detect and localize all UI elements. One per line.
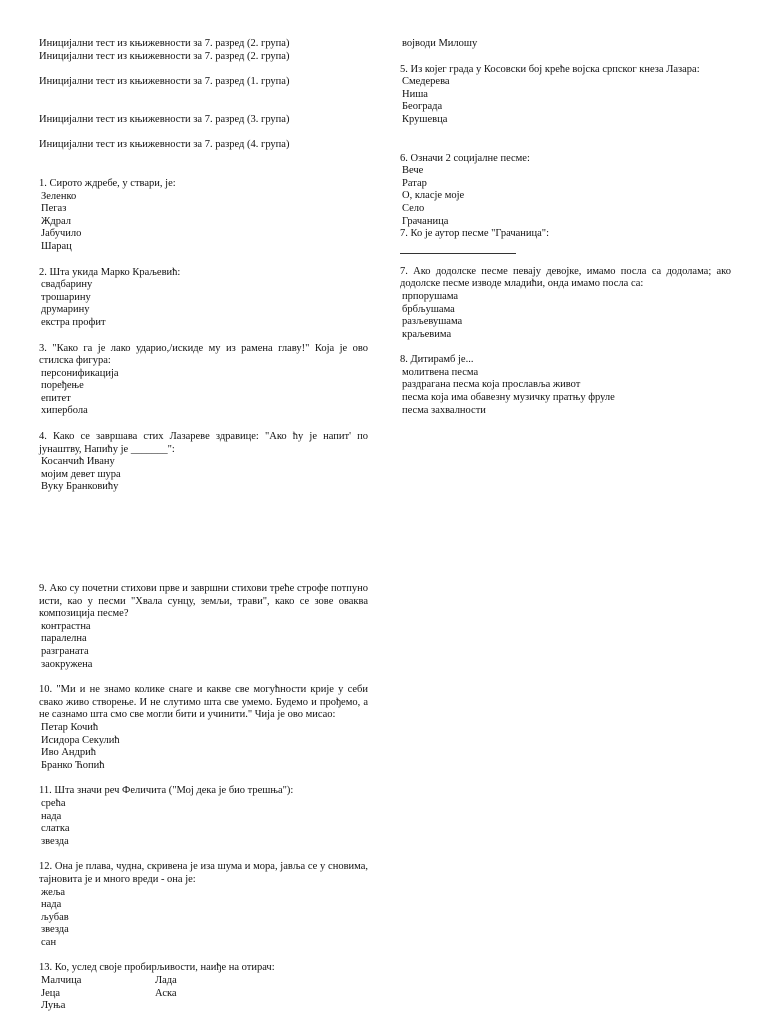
answer-option: звезда	[41, 835, 69, 847]
answer-option: срећа	[41, 797, 66, 809]
test-title: Иницијални тест из књижевности за 7. разред (2. група)	[39, 38, 290, 49]
question-text: 10. "Ми и не знамо колике снаге и какве све могућности крије у себи свако живо створење. И не слутимо шта све умемо. Будемо и прођемо, а не сазнамо шта смо све могли бити и учинити." Чија је ово мисао:	[39, 684, 368, 721]
answer-option: Ратар	[402, 177, 427, 189]
answer-option: Иво Андрић	[41, 747, 97, 759]
answer-option: Зеленко	[41, 190, 77, 202]
answer-option: трошарину	[41, 291, 91, 303]
answer-option: разграната	[41, 646, 89, 657]
question-7-dodole	[400, 266, 731, 342]
answer-option: Село	[402, 202, 425, 214]
question-text: 13. Ко, услед своје пробирљивости, наиђе на отирач:	[39, 962, 275, 974]
answer-option: песма захвалности	[402, 404, 486, 416]
question-13	[39, 962, 368, 1012]
answer-option: жеља	[41, 886, 66, 898]
left-column	[39, 38, 368, 1013]
answer-option: звезда	[41, 924, 69, 936]
answer-option: Шарац	[41, 240, 72, 252]
test-title: Иницијални тест из књижевности за 7. разред (4. група)	[39, 139, 290, 151]
answer-option: екстра профит	[41, 316, 106, 328]
answer-option: нада	[41, 899, 62, 911]
answer-option: Грачаница	[402, 215, 449, 227]
answer-option: Косанчић Ивану	[41, 456, 115, 468]
answer-option: паралелна	[41, 633, 87, 645]
answer-option: Бранко Ћопић	[41, 759, 105, 771]
question-2	[39, 267, 368, 330]
question-text: 1. Сирото ждребе, у ствари, је:	[39, 177, 176, 189]
answer-option: епитет	[41, 392, 71, 404]
answer-option: О, класје моје	[402, 190, 465, 202]
test-title: Иницијални тест из књижевности за 7. разред (2. група)	[39, 50, 290, 62]
question-text: 7. Ко је аутор песме "Грачаница":	[400, 228, 549, 240]
answer-option-row	[39, 988, 368, 1001]
question-11	[39, 785, 368, 848]
answer-option: Пегаз	[41, 203, 67, 215]
question-10	[39, 684, 368, 772]
answer-option: брбљушама	[402, 303, 455, 315]
question-text: 6. Означи 2 социјалне песме:	[400, 152, 530, 164]
question-8	[400, 354, 731, 417]
answer-option: Лада	[155, 975, 177, 987]
question-text: 5. Из којег града у Косовски бој креће војска српског кнеза Лазара:	[400, 63, 700, 75]
answer-option: мојим девет шура	[41, 468, 121, 480]
answer-option: Ниша	[402, 88, 428, 100]
answer-option: Смедерева	[402, 76, 450, 88]
answer-option: хипербола	[41, 405, 88, 417]
question-7-author	[400, 228, 731, 254]
question-text: 12. Она је плава, чудна, скривена је иза шума и мора, јавља се у сновима, тајновита је и много вреди - она је:	[39, 861, 368, 885]
question-5	[400, 64, 731, 127]
answer-option: контрастна	[41, 620, 91, 632]
answer-option: раздрагана песма која прославља живот	[402, 379, 581, 391]
answer-option: прпорушама	[402, 290, 459, 302]
answer-option: Јеца	[41, 987, 61, 999]
test-title: Иницијални тест из књижевности за 7. разред (1. група)	[39, 76, 290, 88]
question-3	[39, 343, 368, 419]
continued-option: војводи Милошу	[402, 38, 478, 49]
answer-option: Петар Кочић	[41, 721, 99, 733]
question-6	[400, 153, 731, 229]
right-column	[400, 38, 731, 417]
question-1	[39, 178, 368, 254]
answer-option: нада	[41, 810, 62, 822]
answer-option: Исидора Секулић	[41, 734, 120, 746]
answer-option: Аска	[155, 987, 177, 999]
answer-option: Луња	[41, 1000, 66, 1012]
answer-option: краљевима	[402, 328, 452, 340]
answer-option: слатка	[41, 823, 70, 835]
answer-option: песма која има обавезну музичку пратњу фруле	[402, 392, 615, 404]
answer-option-row	[39, 975, 368, 988]
question-text: 4. Како се завршава стих Лазареве здравице: "Ако ћу је напит' по јунаштву, Напићу је _______":	[39, 431, 368, 455]
answer-option: свадбарину	[41, 279, 93, 291]
answer-option: Јабучило	[41, 228, 82, 240]
question-12	[39, 861, 368, 949]
answer-option: заокружена	[41, 658, 93, 670]
answer-option: сан	[41, 936, 57, 948]
answer-option: Вуку Бранковићу	[41, 481, 119, 493]
question-text: 11. Шта значи реч Феличита ("Мој дека је био трешња"):	[39, 785, 294, 797]
answer-option: Вече	[402, 165, 424, 177]
question-text: 2. Шта укида Марко Краљевић:	[39, 266, 181, 278]
answer-option: молитвена песма	[402, 366, 479, 378]
question-4	[39, 431, 368, 494]
answer-option: разљевушама	[402, 316, 463, 328]
question-text: 8. Дитирамб је...	[400, 354, 474, 366]
question-text: 3. "Како га је лако ударио,/искиде му из рамена главу!" Која је ово стилска фигура:	[39, 342, 368, 367]
question-9	[39, 583, 368, 671]
answer-option: Крушевца	[402, 113, 448, 125]
question-text: 7. Ако додолске песме певају девојке, имамо посла са додолама; ако додолске песме изводе младићи, онда имамо посла са:	[400, 265, 731, 290]
answer-option: друмарину	[41, 304, 90, 316]
answer-option: поређење	[41, 380, 84, 392]
question-text: 9. Ако су почетни стихови прве и завршни стихови треће строфе потпуно исти, као у песми "Хвала сунцу, земљи, трави", како се зове оваква композиција песме?	[39, 583, 368, 620]
test-title: Иницијални тест из књижевности за 7. разред (3. група)	[39, 113, 290, 125]
answer-option: Београда	[402, 101, 443, 113]
answer-option: персонификација	[41, 367, 119, 379]
answer-option: Мaлчица	[41, 975, 82, 987]
answer-blank-line	[400, 241, 516, 254]
answer-option: Ждрал	[41, 215, 71, 227]
answer-option: љубав	[41, 911, 69, 923]
